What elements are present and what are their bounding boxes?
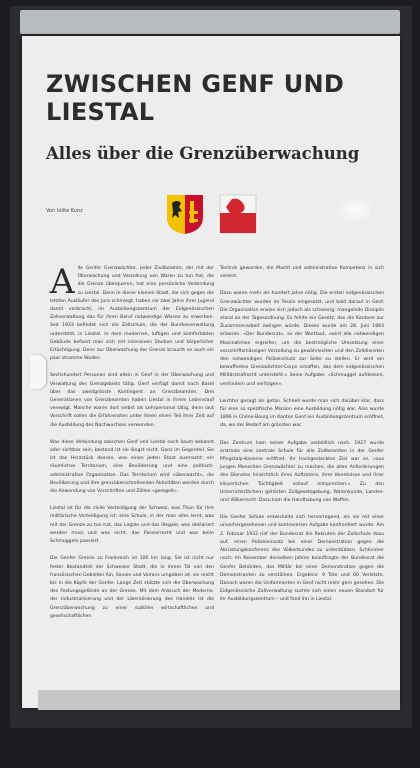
paragraph: Sechshundert Personen sind allein in Genf in der Überwachung und Verwaltung des Grenzgebiets tätig. Genf verfügt damit nach Basel über das zweitgrösste Kontingent an Grenzbeamten. Drei Generationen von Grenzbeamten haben Liestal in ihrem Lebenslauf verewigt. Manche waren dort selbst als Lehrpersonal tätig, denn laut Vorschrift sollen die Erfahrensten unter ihnen einen Teil ihrer Zeit auf die Ausbildung des Nachwuchses verwenden. [50,373,214,428]
drop-cap: A [50,262,75,302]
paragraph: Die Genfer Schule entwickelte sich hervorragend, als sie mit einer unvorhergesehenen und kontroverser Aufgabe konfrontiert wurde: Am 2. Februar 1932 rief der Bundesrat die Rekruten der Zollschule dazu auf, einen Polizeieinsatz bei einer Demonstration gegen die Abrüstungskonferenz des Völkerbundes zu unterstützen. Schlimmer noch: Im November desselben Jahres beauftragte der Bundesrat die Genfer Behörden, das Militär bei einer Demonstration gegen die Demonstranten zu verstärken. Ergebnis: 9 Tote und 60 Verletzte. Danach waren die Uniformierten in Genf nicht mehr gern gesehen. Die Eidgenössische Zollverwaltung suchte sich einen neuen Standort für ihr Ausbildungszentrum – und fand ihn in Liestal. [220,515,384,603]
paragraph: Die Genfer Grenze zu Frankreich ist 100 km lang. Sie ist nicht nur fester Bestandteil der Schweizer Stadt, die in ihrem Tal von den französischen Gebieten Ain, Savoie und Voirons umgeben ist, sie reicht bis in die Köpfe der Genfer. Lange Zeit stützte sich die Überwachung des Festungsgelände an der Grenze. Mit dem Anbruch der Moderne, der Industrialisierung und der Liberalisierung des Handels ist die Grenzüberwachung zu einer subtilen wirtschaftlichen und gesellschaftlichen [50,556,214,619]
basel-land-coat-of-arms-icon [218,193,258,235]
paragraph: Was diese Verbindung zwischen Genf und Liestal noch kaum bekannt oder sichtbar sein, bestand ist sie längst nicht. Ganz im Gegenteil. Sie ist das Herzstück dessen, was einen jeden Staat ausmacht: ein räumliches Territorium, eine Bevölkerung und eine politisch-administrative Organisation. Das Territorium wird «überwacht», die Bevölkerung und ihre grenzüberschreitenden Aktivitäten werden durch die Anwendung von Vorschriften und Zöllen «geregelt». [50,439,214,495]
paragraph: lle Genfer Grenzwächter, jeder Zivilbeamte, der mit der Überwachung und Verzollung von Waren zu tun hat, die die Grenze überqueren, hat eine persönliche Verbindung zu Liestal. Denn in dieser kleinen Stadt, die sich gegen die letzten Ausläufer des Jura schmiegt, haben sie zwei Jahre ihrer Jugend damit verbracht, im Ausbildungszentrum der Eidgenössischen Zollverwaltung das für ihren Beruf notwendige Wissen zu erwerben. Seit 1933 befindet sich die Zollschule, die der Bundesverwaltung untersteht, in Liestal. In dem modernen, luftigen und komfortablen Gebäude befasst man sich mit intensiven Studien und körperlicher Ertüchtigung. Denn zur Überwachung der Grenze braucht es auch ein paar stramme Waden. [50,266,214,362]
article-column-left [50,262,214,630]
light-reflection [340,200,370,220]
paragraph: Leichter gesagt als getan. Schnell wurde man sich darüber klar, dass für eine so spezifische Mission eine Ausbildung nötig war. Also wurde 1896 in Chêne-Bourg im Kanton Genf ein Ausbildungszentrum eröffnet, da, wo der Bedarf am grössten war. [220,398,384,429]
paragraph: Das Zentrum kam seiner Aufgabe vorbildlich nach. 1927 wurde erstmals eine zentrale Schule für alle Zollbeamten in der Genfer Pfingstalp-Kaserne eröffnet. Ihr hochgestecktes Ziel war es, «aus jungen Menschen Grenzwächter zu machen, die allen Anforderungen des Dienstes hinsichtlich ihres Auftretens, ihrer Kenntnisse und ihrer körperlichen Tüchtigkeit vollauf entsprechen.» Zu den Unterrichtsfächern gehörten Zollgesetzgebung, Warenkunde, Landes- und Völkerrecht. Dazu kam die Handhabung von Waffen. [220,440,384,504]
bottom-mounting-bar [38,690,400,710]
headline: ZWISCHEN GENF UND LIESTAL [46,70,345,126]
paragraph: Technik geworden, die Macht und administrative Kompetenz in sich vereint. [220,266,384,280]
author-byline: Von Iolite Kunz [46,208,83,214]
panel-side-tab [30,355,46,389]
article-column-right [220,265,384,614]
paragraph: Liestal ist für die zivile Verteidigung der Schweiz, was Thun für ihre militärische Verteidigung ist: eine Schule, in der man alles lernt, was mit der Grenze zu tun hat, das Legale und das Illegale, was deklariert werden muss und was nicht, das Passierrecht und was beim Schmuggeln passiert. [50,506,214,545]
geneva-coat-of-arms-icon [165,193,205,235]
top-mounting-bar [20,10,400,34]
subtitle: Alles über die Grenzüberwachung [46,144,360,163]
paragraph: Dazu waren mehr als hundert Jahre nötig. Die ersten eidgenössischen Grenzwächter wurden im Tessin eingesetzt, und bald darauf in Genf. Die Organisation erwies sich jedoch als schwierig; mangelnde Disziplin stand an der Tagesordnung. Es fehlte ein Gesetz, das die Kantone zur Zusammenarbeit zwingen würde. Dieses wurde am 28. Juni 1893 erlassen. «Der Bundesrat», so der Wortlaut, «wird alle notwendigen Massnahmen ergreifen, um die bestmögliche Umsetzung einer vorschriftsmässigen Verzollung zu gewährleisten und den Zolldiensten den notwendigen Polizeischutz zur Seite zu stellen. Er wird ein bewaffnetes Grenzwächter-Corps schaffen, das dem eidgenössischen Militärstrafrecht untersteht.» Seine Aufgabe: «Schmuggel aufdecken, verhindern und verfolgen». [220,291,384,387]
